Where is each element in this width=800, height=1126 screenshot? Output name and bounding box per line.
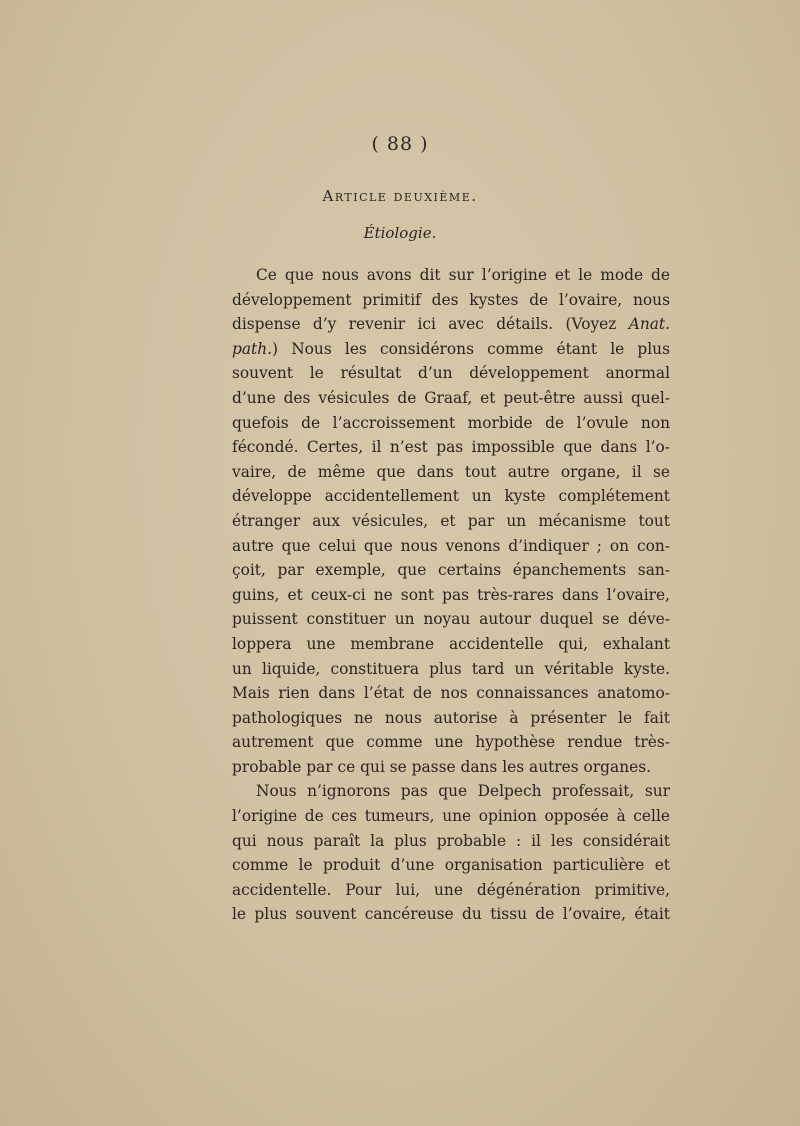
text-line: qui nous paraît la plus probable : il les considérait: [232, 831, 670, 850]
text-line: vaire, de même que dans tout autre organe, il se: [232, 462, 670, 481]
text-line: développe accidentellement un kyste complétement: [232, 487, 670, 506]
text-line: développement primitif des kystes de l’ovaire, nous: [232, 290, 670, 309]
text-line: pathologiques ne nous autorise à présenter le fait: [232, 708, 670, 727]
text-line: comme le produit d’une organisation particulière et: [232, 856, 670, 875]
italic-reference: path.: [232, 339, 273, 358]
page-number: ( 88 ): [371, 133, 429, 155]
text-fragment: ) Nous les considérons comme étant le plus: [272, 339, 670, 358]
text-line: Mais rien dans l’état de nos connaissances anatomo-: [232, 684, 670, 703]
text-fragment: dispense d’y revenir ici avec détails. (Voyez: [232, 315, 629, 334]
text-line: [232, 337, 670, 362]
text-line: [232, 312, 670, 337]
section-title: Article deuxième.: [322, 187, 478, 205]
text-line: autrement que comme une hypothèse rendue très-: [232, 733, 670, 752]
body-text: [232, 263, 670, 927]
text-line: çoit, par exemple, que certains épanchements san-: [232, 561, 670, 580]
text-line: Ce que nous avons dit sur l’origine et le mode de: [256, 266, 670, 284]
text-line: autre que celui que nous venons d’indiquer ; on con-: [232, 536, 670, 555]
section-subtitle: Étiologie.: [363, 224, 437, 242]
text-line: Nous n’ignorons pas que Delpech professait, sur: [256, 782, 670, 801]
text-line: un liquide, constituera plus tard un véritable kyste.: [232, 659, 670, 678]
text-line: d’une des vésicules de Graaf, et peut-être aussi quel-: [232, 388, 670, 407]
text-line: accidentelle. Pour lui, une dégénération primitive,: [232, 880, 670, 899]
text-line: fécondé. Certes, il n’est pas impossible que dans l’o-: [232, 438, 670, 457]
text-line: étranger aux vésicules, et par un mécanisme tout: [232, 511, 670, 530]
text-line: loppera une membrane accidentelle qui, exhalant: [232, 634, 670, 653]
text-line: souvent le résultat d’un développement anormal: [232, 364, 670, 383]
text-line: puissent constituer un noyau autour duquel se déve-: [232, 610, 670, 629]
text-line: l’origine de ces tumeurs, une opinion opposée à celle: [232, 807, 670, 826]
text-line: le plus souvent cancéreuse du tissu de l’ovaire, était: [232, 905, 670, 924]
text-line: guins, et ceux-ci ne sont pas très-rares dans l’ovaire,: [232, 585, 670, 604]
italic-reference: Anat.: [628, 315, 670, 334]
text-line: probable par ce qui se passe dans les autres organes.: [232, 757, 652, 776]
text-line: quefois de l’accroissement morbide de l’ovule non: [232, 413, 670, 432]
